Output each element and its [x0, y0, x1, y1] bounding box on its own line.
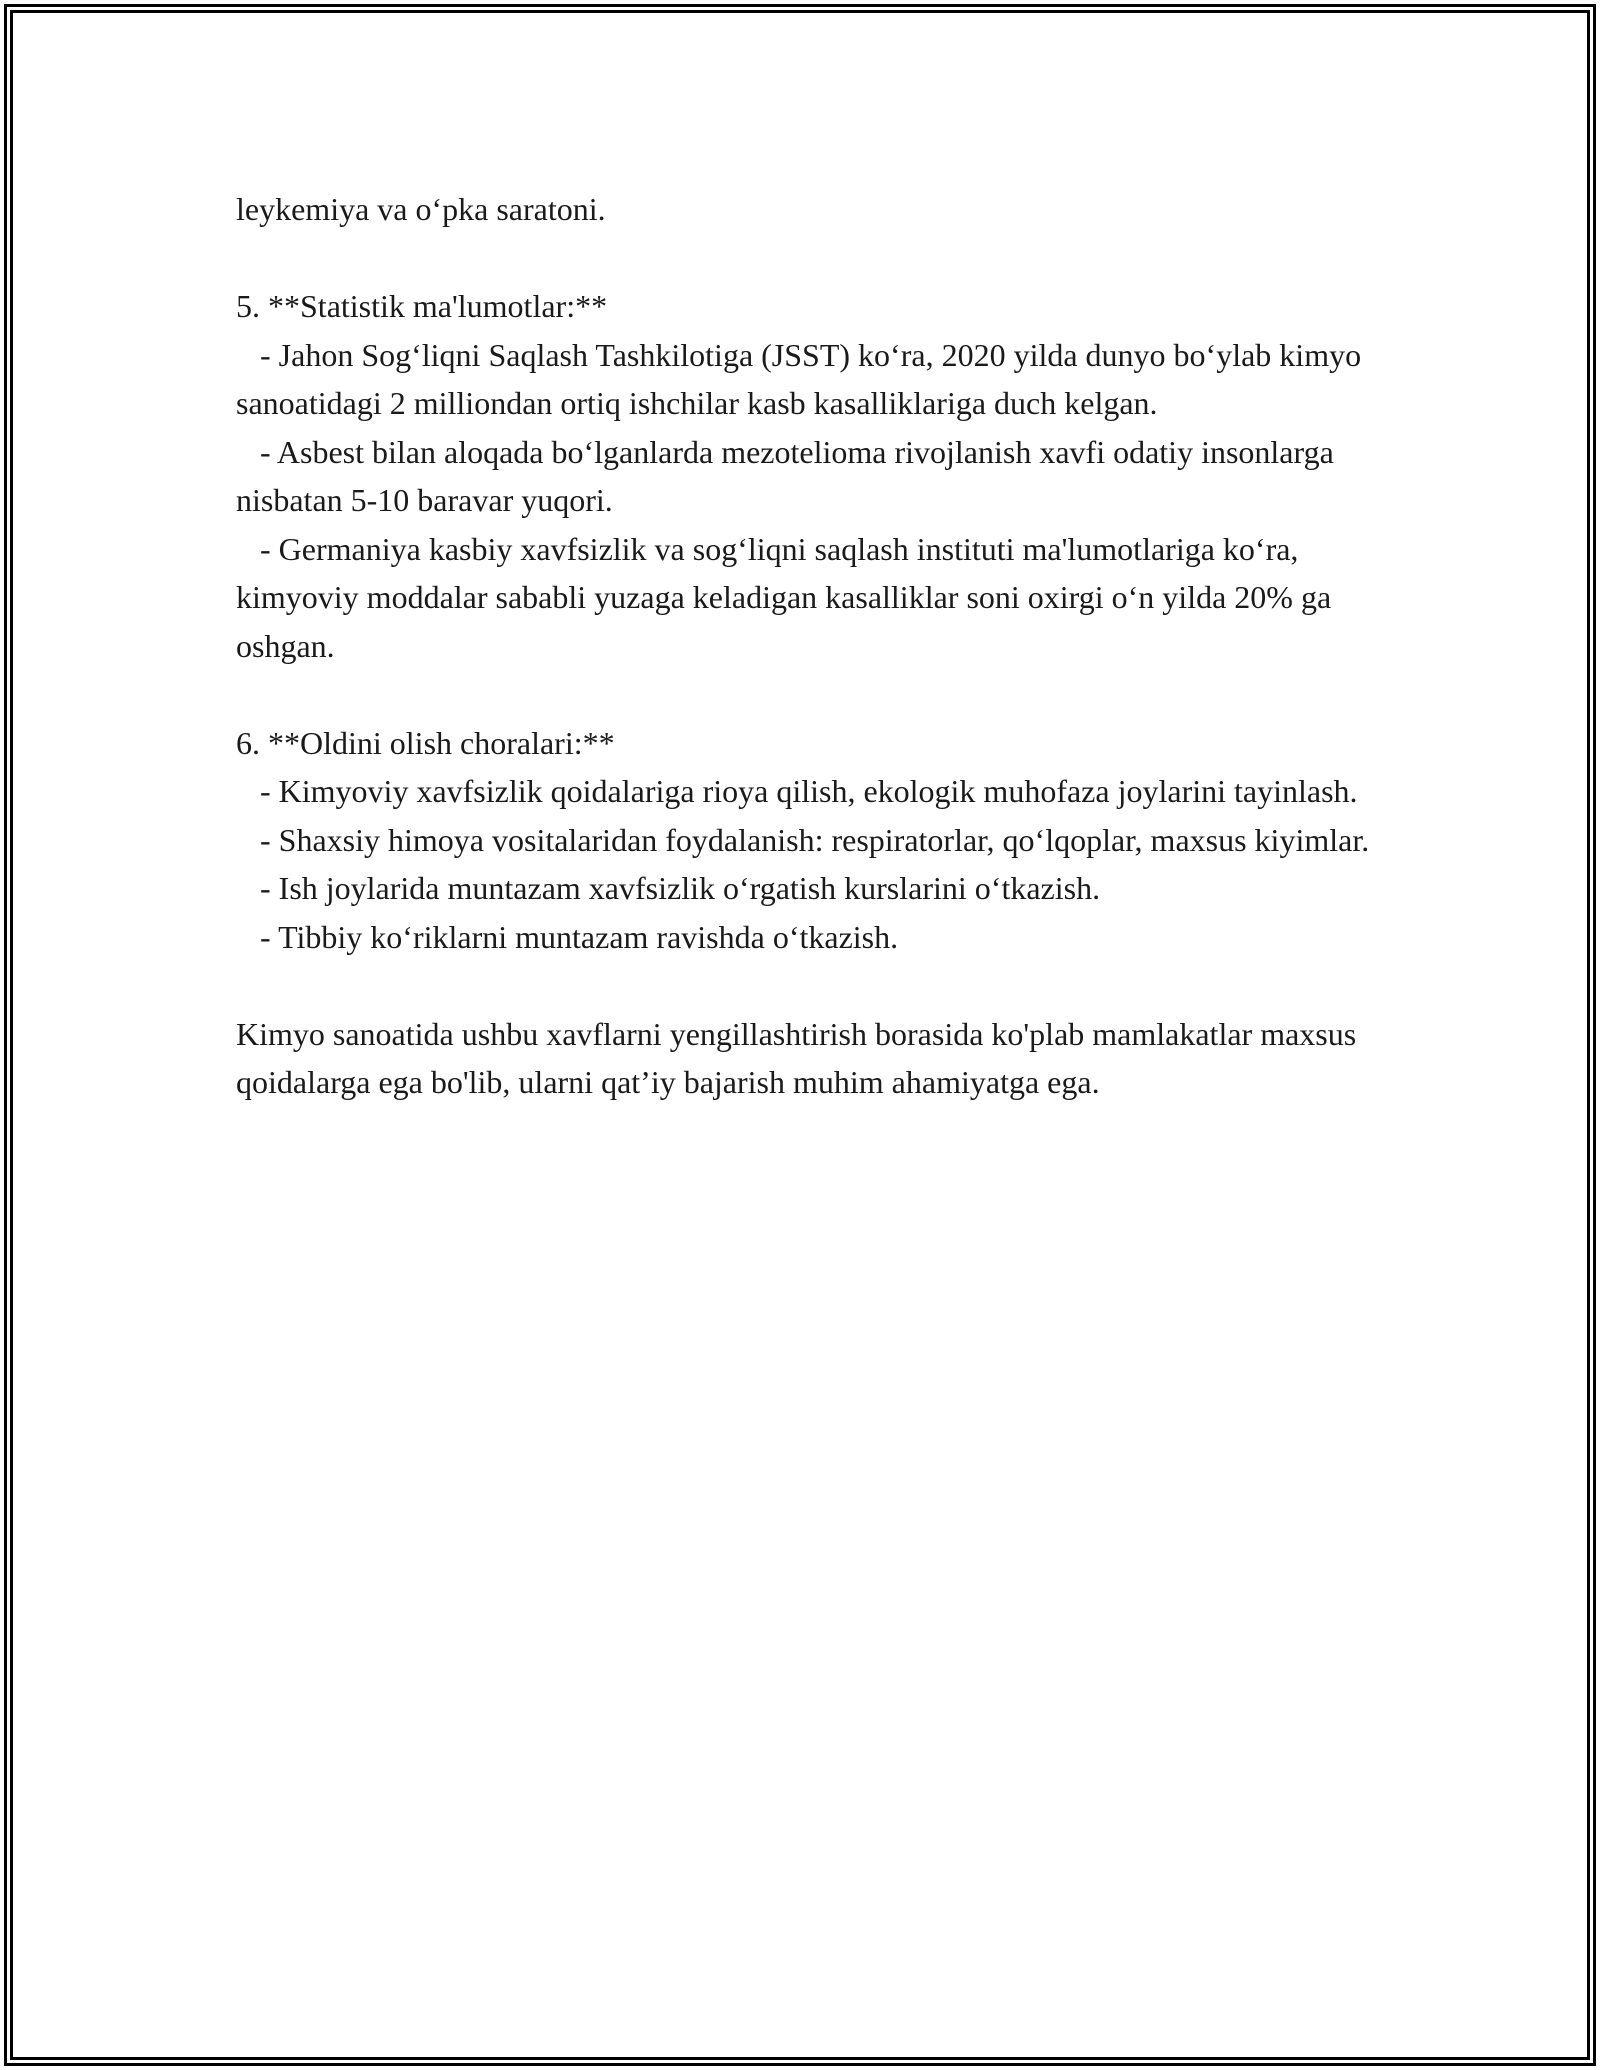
- statistics-item: - Germaniya kasbiy xavfsizlik va sog‘liqni saqlash instituti ma'lumotlariga ko‘ra, kimyoviy moddalar sababli yuzaga keladigan kasalliklar soni oxirgi o‘n yilda 20% ga oshgan.: [236, 530, 1340, 664]
- statistics-item: - Jahon Sog‘liqni Saqlash Tashkilotiga (JSST) ko‘ra, 2020 yilda dunyo bo‘ylab kimyo sanoatidagi 2 milliondan ortiq ishchilar kasb kasalliklariga duch kelgan.: [236, 336, 1370, 421]
- prevention-item: - Ish joylarida muntazam xavfsizlik o‘rgatish kurslarini o‘tkazish.: [236, 870, 1101, 906]
- conclusion-paragraph: Kimyo sanoatida ushbu xavflarni yengillashtirish borasida ko'plab mamlakatlar maxsus qoidalarga ega bo'lib, ularni qat’iy bajarish muhim ahamiyatga ega.: [236, 1015, 1365, 1100]
- statistics-item: - Asbest bilan aloqada bo‘lganlarda mezotelioma rivojlanish xavfi odatiy insonlarga nisbatan 5-10 baravar yuqori.: [236, 433, 1342, 518]
- prevention-item: - Kimyoviy xavfsizlik qoidalariga rioya qilish, ekologik muhofaza joylarini tayinlash.: [236, 773, 1358, 809]
- section-heading-statistics: 5. **Statistik ma'lumotlar:**: [236, 288, 608, 324]
- section-statistics: [236, 282, 1416, 670]
- prevention-item: - Shaxsiy himoya vositalaridan foydalanish: respiratorlar, qo‘lqoplar, maxsus kiyimlar.: [236, 821, 1370, 858]
- paragraph-spacer: [236, 961, 1416, 1010]
- prevention-item: - Tibbiy ko‘riklarni muntazam ravishda o‘tkazish.: [236, 918, 899, 955]
- section-heading-prevention: 6. **Oldini olish choralari:**: [236, 724, 615, 761]
- continuation-text: leykemiya va o‘pka saratoni.: [236, 191, 606, 227]
- paragraph-spacer: [236, 670, 1416, 719]
- paragraph-spacer: [236, 234, 1416, 283]
- document-body: [236, 185, 1416, 1107]
- section-prevention: [236, 719, 1416, 962]
